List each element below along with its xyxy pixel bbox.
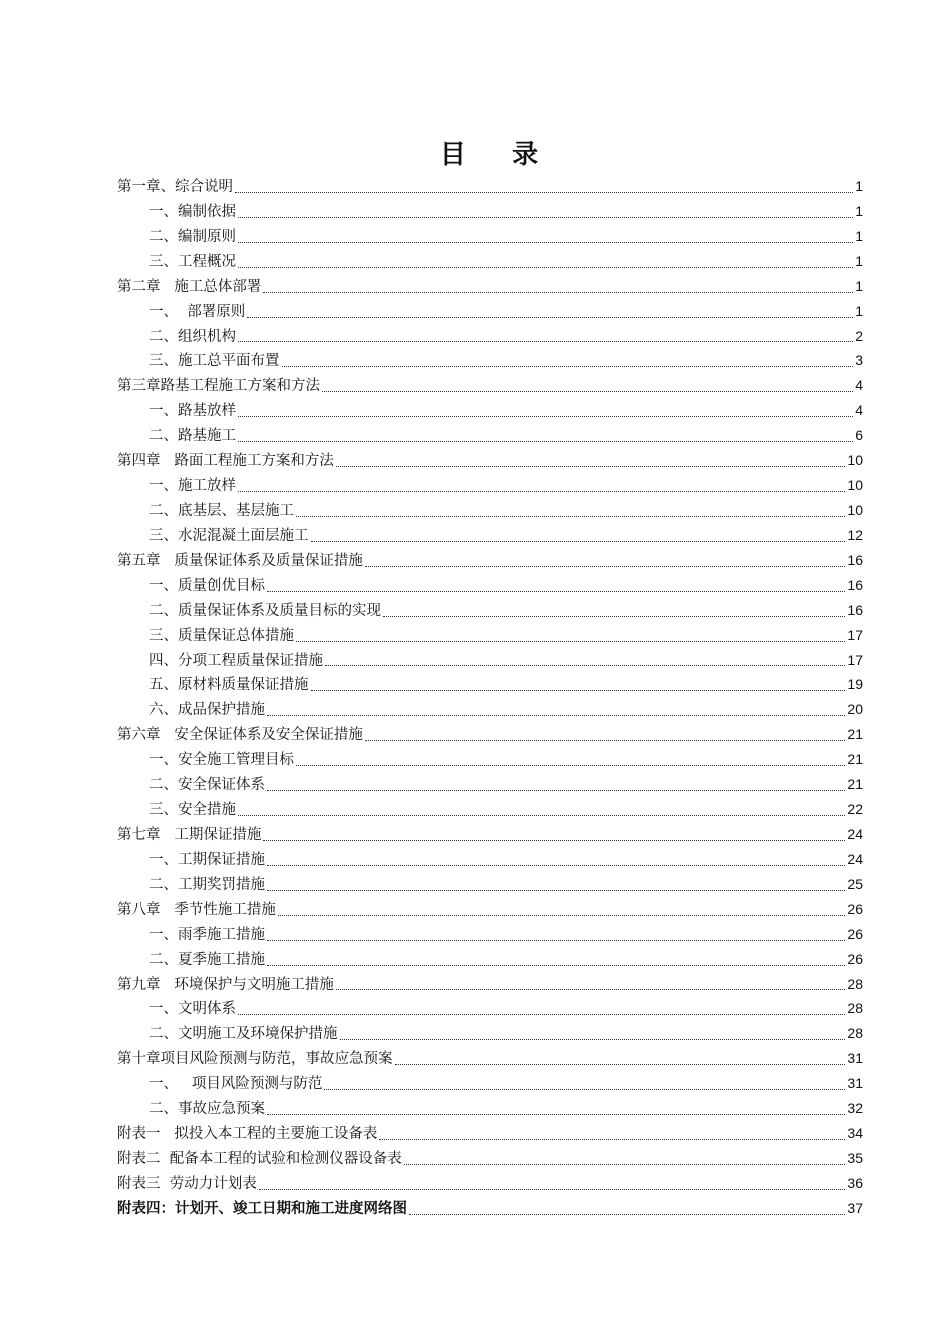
toc-entry-title: 一、编制依据	[149, 203, 236, 220]
dot-leader	[404, 1164, 846, 1165]
toc-entry[interactable]	[117, 996, 863, 1021]
toc-entry-title: 第八章 季节性施工措施	[117, 901, 276, 918]
toc-entry[interactable]	[117, 1121, 863, 1146]
dot-leader	[267, 790, 845, 791]
dot-leader	[238, 815, 845, 816]
toc-entry-page-number: 1	[855, 302, 863, 319]
toc-entry-title: 二、安全保证体系	[149, 777, 265, 794]
toc-entry[interactable]	[117, 324, 863, 349]
toc-entry-page-number: 1	[855, 277, 863, 294]
dot-leader	[238, 441, 853, 442]
dot-leader	[263, 292, 853, 293]
toc-entry[interactable]	[117, 548, 863, 573]
toc-entry[interactable]	[117, 722, 863, 747]
dot-leader	[267, 715, 845, 716]
dot-leader	[365, 566, 846, 567]
toc-entry-title: 附表三 劳动力计划表	[117, 1175, 257, 1192]
toc-entry-page-number: 16	[847, 601, 863, 618]
toc-entry-page-number: 21	[847, 776, 863, 793]
toc-entry[interactable]	[117, 498, 863, 523]
toc-entry[interactable]	[117, 423, 863, 448]
toc-entry[interactable]	[117, 573, 863, 598]
toc-entry[interactable]	[117, 174, 863, 199]
toc-entry-page-number: 16	[847, 576, 863, 593]
toc-entry-page-number: 1	[855, 202, 863, 219]
dot-leader	[238, 416, 853, 417]
toc-entry-title: 五、原材料质量保证措施	[149, 677, 309, 694]
toc-entry[interactable]	[117, 947, 863, 972]
toc-entry-page-number: 19	[847, 676, 863, 693]
toc-entry-title: 一、路基放样	[149, 403, 236, 420]
toc-entry-title: 二、事故应急预案	[149, 1101, 265, 1118]
toc-entry[interactable]	[117, 797, 863, 822]
toc-entry-page-number: 4	[855, 402, 863, 419]
toc-entry-page-number: 2	[855, 327, 863, 344]
toc-entry[interactable]	[117, 598, 863, 623]
toc-entry-page-number: 10	[847, 452, 863, 469]
toc-entry-page-number: 26	[847, 900, 863, 917]
toc-entry-title: 二、文明施工及环境保护措施	[149, 1026, 338, 1043]
toc-entry[interactable]	[117, 523, 863, 548]
toc-entry-page-number: 16	[847, 551, 863, 568]
toc-entry-title: 第一章、综合说明	[117, 179, 233, 195]
dot-leader	[325, 665, 845, 666]
toc-entry[interactable]	[117, 872, 863, 897]
toc-entry-page-number: 10	[847, 501, 863, 518]
toc-entry[interactable]	[117, 922, 863, 947]
toc-entry-page-number: 28	[847, 1000, 863, 1017]
dot-leader	[409, 1214, 845, 1215]
dot-leader	[365, 740, 846, 741]
toc-entry-title: 一、安全施工管理目标	[149, 752, 294, 769]
toc-entry-title: 一、施工放样	[149, 478, 236, 495]
dot-leader	[395, 1064, 846, 1065]
toc-entry-title: 二、组织机构	[149, 328, 236, 345]
page-title: 目 录	[439, 140, 541, 170]
toc-entry-title: 二、夏季施工措施	[149, 951, 265, 968]
toc-entry-title: 二、工期奖罚措施	[149, 876, 265, 893]
toc-entry-page-number: 26	[847, 925, 863, 942]
dot-leader	[322, 391, 853, 392]
dot-leader	[383, 616, 845, 617]
toc-entry[interactable]	[117, 224, 863, 249]
toc-entry-title: 第六章 安全保证体系及安全保证措施	[117, 727, 363, 744]
dot-leader	[238, 267, 853, 268]
dot-leader	[238, 217, 853, 218]
toc-entry[interactable]	[117, 672, 863, 697]
toc-entry-page-number: 3	[855, 352, 863, 369]
toc-entry-page-number: 28	[847, 975, 863, 992]
toc-entry-title: 六、成品保护措施	[149, 702, 265, 719]
toc-entry[interactable]	[117, 822, 863, 847]
dot-leader	[311, 690, 846, 691]
toc-entry-title: 一、工期保证措施	[149, 851, 265, 868]
toc-entry-title: 一、质量创优目标	[149, 577, 265, 594]
toc-entry-page-number: 20	[847, 701, 863, 718]
dot-leader	[340, 1039, 846, 1040]
toc-entry[interactable]	[117, 1071, 863, 1096]
dot-leader	[267, 965, 845, 966]
toc-entry-page-number: 32	[847, 1100, 863, 1117]
dot-leader	[267, 940, 845, 941]
toc-entry-page-number: 37	[847, 1199, 863, 1216]
toc-entry-title: 三、安全措施	[149, 802, 236, 819]
dot-leader	[311, 541, 846, 542]
toc-entry[interactable]	[117, 398, 863, 423]
toc-entry-title: 三、水泥混凝土面层施工	[149, 527, 309, 544]
dot-leader	[324, 1089, 845, 1090]
toc-entry[interactable]	[117, 772, 863, 797]
toc-entry-page-number: 10	[847, 477, 863, 494]
toc-entry-title: 二、编制原则	[149, 228, 236, 245]
toc-entry[interactable]	[117, 623, 863, 648]
dot-leader	[259, 1189, 846, 1190]
toc-entry-page-number: 4	[855, 377, 863, 394]
toc-entry-page-number: 1	[855, 227, 863, 244]
toc-entry-title: 三、施工总平面布置	[149, 353, 280, 370]
toc-entry[interactable]	[117, 448, 863, 473]
toc-entry-page-number: 24	[847, 825, 863, 842]
toc-entry[interactable]	[117, 299, 863, 324]
toc-entry-title: 一、 项目风险预测与防范	[149, 1076, 323, 1093]
toc-entry[interactable]	[117, 199, 863, 224]
toc-entry-title: 四、分项工程质量保证措施	[149, 652, 323, 669]
toc-entry-title: 二、路基施工	[149, 428, 236, 445]
dot-leader	[235, 192, 853, 193]
dot-leader	[247, 317, 853, 318]
toc-entry[interactable]	[117, 897, 863, 922]
toc-entry-title: 第十章项目风险预测与防范，事故应急预案	[117, 1051, 393, 1068]
dot-leader	[296, 516, 845, 517]
toc-entry-title: 一、 部署原则	[149, 303, 246, 320]
toc-entry[interactable]	[117, 249, 863, 274]
table-of-contents	[117, 174, 863, 1221]
toc-entry-title: 三、质量保证总体措施	[149, 627, 294, 644]
toc-entry[interactable]	[117, 373, 863, 398]
toc-entry[interactable]	[117, 1171, 863, 1196]
toc-entry[interactable]	[117, 1046, 863, 1071]
toc-entry-page-number: 22	[847, 801, 863, 818]
toc-entry-title: 一、文明体系	[149, 1001, 236, 1018]
dot-leader	[296, 765, 845, 766]
toc-entry-page-number: 35	[847, 1149, 863, 1166]
toc-entry-title: 第七章 工期保证措施	[117, 826, 262, 843]
toc-entry[interactable]	[117, 1021, 863, 1046]
dot-leader	[336, 989, 846, 990]
dot-leader	[267, 890, 845, 891]
toc-entry[interactable]	[117, 847, 863, 872]
dot-leader	[238, 1014, 845, 1015]
toc-entry-title: 三、工程概况	[149, 253, 236, 270]
dot-leader	[267, 1114, 845, 1115]
toc-entry[interactable]	[117, 1146, 863, 1171]
toc-entry-page-number: 31	[847, 1075, 863, 1092]
toc-entry-page-number: 17	[847, 651, 863, 668]
dot-leader	[267, 865, 845, 866]
toc-entry-page-number: 28	[847, 1025, 863, 1042]
toc-entry-title: 第三章路基工程施工方案和方法	[117, 378, 320, 395]
dot-leader	[336, 466, 846, 467]
toc-entry-title: 第五章 质量保证体系及质量保证措施	[117, 552, 363, 569]
dot-leader	[296, 641, 845, 642]
dot-leader	[238, 491, 845, 492]
toc-entry-title: 附表四：计划开、竣工日期和施工进度网络图	[117, 1199, 407, 1217]
toc-entry-title: 附表二 配备本工程的试验和检测仪器设备表	[117, 1150, 402, 1167]
toc-entry-page-number: 25	[847, 875, 863, 892]
dot-leader	[282, 366, 854, 367]
toc-entry-title: 第九章 环境保护与文明施工措施	[117, 976, 334, 993]
dot-leader	[238, 341, 853, 342]
toc-entry[interactable]	[117, 697, 863, 722]
dot-leader	[379, 1139, 845, 1140]
toc-entry[interactable]	[117, 1196, 863, 1221]
toc-entry[interactable]	[117, 274, 863, 299]
toc-entry[interactable]	[117, 348, 863, 373]
toc-entry-title: 附表一 拟投入本工程的主要施工设备表	[117, 1126, 378, 1143]
toc-entry[interactable]	[117, 473, 863, 498]
dot-leader	[238, 242, 853, 243]
toc-entry[interactable]	[117, 1096, 863, 1121]
toc-entry-page-number: 24	[847, 850, 863, 867]
toc-entry-title: 一、雨季施工措施	[149, 926, 265, 943]
toc-entry-page-number: 17	[847, 626, 863, 643]
toc-entry-page-number: 34	[847, 1125, 863, 1142]
toc-entry-title: 第二章 施工总体部署	[117, 278, 262, 295]
toc-entry-title: 二、底基层、基层施工	[149, 502, 294, 519]
toc-entry-page-number: 36	[847, 1174, 863, 1191]
toc-entry-title: 第四章 路面工程施工方案和方法	[117, 453, 334, 470]
toc-entry[interactable]	[117, 972, 863, 997]
dot-leader	[278, 915, 846, 916]
toc-entry-page-number: 31	[847, 1050, 863, 1067]
toc-entry-title: 二、质量保证体系及质量目标的实现	[149, 602, 381, 619]
toc-entry[interactable]	[117, 648, 863, 673]
toc-entry-page-number: 26	[847, 950, 863, 967]
toc-entry-page-number: 6	[855, 427, 863, 444]
dot-leader	[267, 591, 845, 592]
toc-entry-page-number: 12	[847, 526, 863, 543]
toc-entry-page-number: 1	[855, 178, 863, 194]
toc-entry-page-number: 1	[855, 252, 863, 269]
toc-entry[interactable]	[117, 747, 863, 772]
toc-entry-page-number: 21	[847, 751, 863, 768]
toc-entry-page-number: 21	[847, 726, 863, 743]
dot-leader	[263, 840, 845, 841]
